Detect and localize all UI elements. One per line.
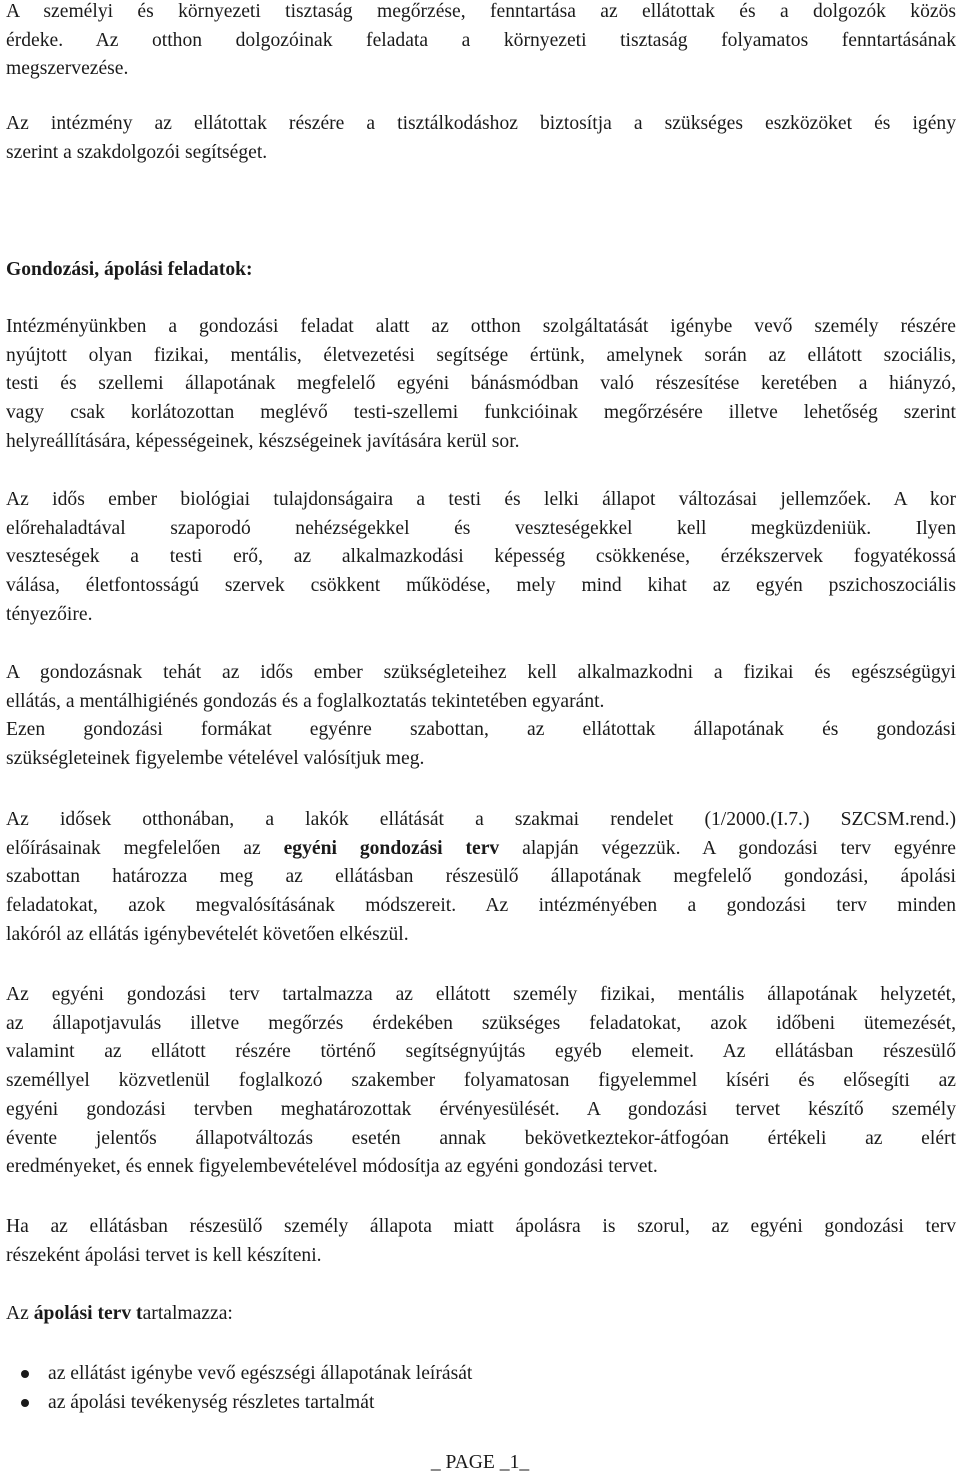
text-line: tényezőire.	[6, 603, 93, 625]
text-line: szükségleteinek figyelembe vételével valósítjuk meg.	[6, 748, 425, 770]
text-line: eredményeket, és ennek figyelembevételével módosítja az egyéni gondozási tervet.	[6, 1156, 658, 1178]
intro-paragraph-1	[6, 0, 956, 84]
section-heading: Gondozási, ápolási feladatok:	[6, 259, 253, 280]
emphasis-nursing-plan: ápolási terv t	[33, 1303, 143, 1324]
list-item	[6, 1359, 956, 1388]
care-paragraph-5	[6, 981, 956, 1182]
text-line	[6, 1300, 956, 1329]
care-paragraph-4	[6, 806, 956, 950]
text-line: az állapotjavulás illetve megőrzés érdekében szükséges feladatokat, azok időbeni ütemezését,	[6, 1012, 956, 1034]
list-item	[6, 1388, 956, 1417]
care-plan-contents-intro	[6, 1300, 956, 1329]
text-line: szerint a szakdolgozói segítséget.	[6, 141, 268, 163]
text-line: A gondozásnak tehát az idős ember szükségleteihez kell alkalmazkodni a fizikai és egészségügyi	[6, 662, 956, 683]
text-line: Az egyéni gondozási terv tartalmazza az ellátott személy fizikai, mentális állapotának helyzetét,	[6, 984, 956, 1005]
text-line: évente jelentős állapotváltozás esetén annak bekövetkeztekor-átfogóan értékeli az elért	[6, 1127, 956, 1149]
bullet-icon	[21, 1370, 29, 1378]
text-line: nyújtott olyan fizikai, mentális, életvezetési segítsége értünk, amelynek során az ellátott szociális,	[6, 344, 956, 366]
text-line: személlyel közvetlenül foglalkozó szakember folyamatosan figyelemmel kíséri és elősegíti az	[6, 1070, 956, 1092]
text-run: artalmazza:	[142, 1303, 233, 1324]
care-paragraph-3	[6, 659, 956, 774]
text-line: válása, életfontosságú szervek csökkent működése, mely mind kihat az egyén pszichoszociális	[6, 575, 956, 597]
page-number-footer: _ PAGE _1_	[430, 1452, 530, 1473]
text-line: helyreállítására, képességeinek, készségeinek javítására kerül sor.	[6, 430, 520, 452]
intro-paragraph-2	[6, 110, 956, 167]
text-line: Ha az ellátásban részesülő személy állapota miatt ápolásra is szorul, az egyéni gondozási terv	[6, 1216, 956, 1237]
care-plan-contents-list	[6, 1359, 956, 1417]
text-line: Az idős ember biológiai tulajdonságaira a testi és lelki állapot változásai jellemzőek. A kor	[6, 489, 956, 510]
list-item-text: az ellátást igénybe vevő egészségi állapotának leírását	[48, 1363, 473, 1384]
list-item-text: az ápolási tevékenység részletes tartalmát	[48, 1392, 375, 1413]
text-line: vagy csak korlátozottan meglévő testi-szellemi funkcióinak megőrzésére illetve lehetőség szerint	[6, 402, 956, 424]
text-line: Az idősek otthonában, a lakók ellátását a szakmai rendelet (1/2000.(I.7.) SZCSM.rend.)	[6, 809, 956, 830]
text-line: részeként ápolási tervet is kell készíteni.	[6, 1244, 322, 1266]
text-line: megszervezése.	[6, 58, 129, 80]
care-paragraph-6	[6, 1213, 956, 1270]
text-line: előrehaladtával szaporodó nehézségekkel és veszteségekkel kell megküzdeniük. Ilyen	[6, 517, 956, 539]
text-line	[6, 835, 956, 864]
care-paragraph-2	[6, 486, 956, 630]
text-run: Az	[6, 1303, 34, 1324]
text-line: Intézményünkben a gondozási feladat alatt az otthon szolgáltatását igénybe vevő személy részére	[6, 316, 956, 337]
text-line: valamint az ellátott részére történő segítségnyújtás egyéb elemeit. Az ellátásban részesülő	[6, 1041, 956, 1063]
text-line: egyéni gondozási tervben meghatározottak érvényesülését. A gondozási tervet készítő személy	[6, 1098, 956, 1120]
text-line: feladatokat, azok megvalósításának módszereit. Az intézményében a gondozási terv minden	[6, 895, 956, 917]
text-line: ellátás, a mentálhigiénés gondozás és a foglalkoztatás tekintetében egyaránt.	[6, 690, 605, 712]
text-run: előírásainak megfelelően az	[6, 837, 284, 859]
care-paragraph-1	[6, 313, 956, 457]
text-line: lakóról az ellátás igénybevételét követően elkészül.	[6, 923, 409, 945]
text-line: szabottan határozza meg az ellátásban részesülő állapotának megfelelő gondozási, ápolási	[6, 866, 956, 888]
emphasis-individual-care-plan: egyéni gondozási terv	[283, 837, 500, 859]
text-line: veszteségek a testi erő, az alkalmazkodási képesség csökkenése, érzékszervek fogyatékossá	[6, 546, 956, 568]
text-line: Ezen gondozási formákat egyénre szabottan, az ellátottak állapotának és gondozási	[6, 719, 956, 741]
bullet-icon	[21, 1399, 29, 1407]
text-line: Az intézmény az ellátottak részére a tisztálkodáshoz biztosítja a szükséges eszközöket és igény	[6, 113, 956, 134]
text-line: A személyi és környezeti tisztaság megőrzése, fenntartása az ellátottak és a dolgozók közös	[6, 1, 956, 22]
text-line: érdeke. Az otthon dolgozóinak feladata a környezeti tisztaság folyamatos fenntartásának	[6, 29, 956, 51]
text-run: alapján végezzük. A gondozási terv egyénre	[499, 837, 956, 859]
text-line: testi és szellemi állapotának megfelelő egyéni bánásmódban való részesítése keretében a hiányzó,	[6, 373, 956, 395]
